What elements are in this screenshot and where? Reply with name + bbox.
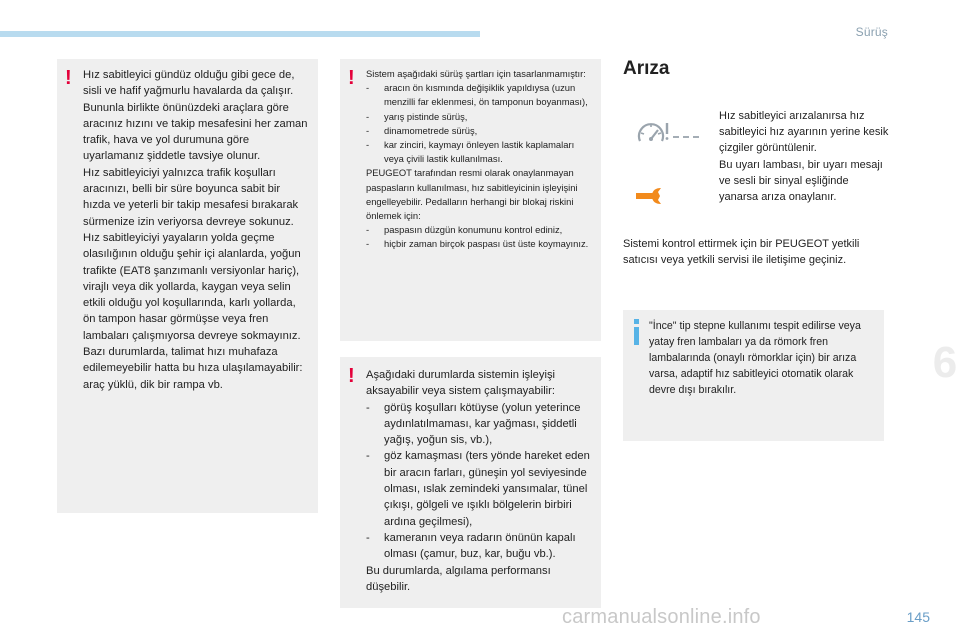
bullet-list: [366, 400, 593, 563]
warning-text: [83, 67, 310, 393]
watermark: carmanualsonline.info: [562, 606, 761, 628]
paragraph: Bu durumlarda, algılama performansı düşebilir.: [366, 564, 551, 593]
warning-text: [366, 67, 593, 252]
list-item: - göz kamaşması (ters yönde hareket eden bir aracın farları, güneşin yol seviyesinde olması, ıslak zemindeki yansımalar, tünel çıkışı, gölgeli ve ışıklı bölgelerin birbiri ardına geçilmesi),: [366, 448, 593, 529]
info-text: "İnce" tip stepne kullanımı tespit edilirse veya yatay fren lambaları ya da römork fren lambalarında (onaylı römorklar için) bir arıza varsa, adaptif hız sabitleyici otomatik olarak devre dışı bırakılır.: [649, 320, 861, 396]
list-item: - görüş koşulları kötüyse (yolun yeterince aydınlatılmaması, kar yağması, şiddetli yağış, yoğun sis, vb.),: [366, 400, 593, 449]
warning-panel-usage: [57, 59, 318, 513]
warning-exclamation-icon: !: [65, 67, 72, 89]
list-item: - dinamometrede sürüş,: [366, 124, 593, 138]
section-heading: Arıza: [623, 58, 670, 79]
bullet-list: [366, 223, 593, 251]
paragraph: Bazı durumlarda, talimat hızı muhafaza edilemeyebilir hatta bu hıza ulaşılamayabilir: araç yüklü, dik bir rampa vb.: [83, 346, 303, 391]
paragraph: Hız sabitleyiciyi yalnızca trafik koşulları aracınızı, belli bir süre boyunca sabit bir hızda ve yeterli bir takip mesafesi bırakarak sürmenize izin veriyorsa devreye sokunuz.: [83, 166, 299, 228]
paragraph: Sistem aşağıdaki sürüş şartları için tasarlanmamıştır:: [366, 68, 586, 79]
paragraph: Hız sabitleyici gündüz olduğu gibi gece de, sisli ve hafif yağmurlu havalarda da çalışır.: [83, 69, 295, 98]
contact-dealer-text: Sistemi kontrol ettirmek için bir PEUGEOT yetkili satıcısı veya yetkili servisi ile iletişime geçiniz.: [623, 238, 860, 267]
warning-exclamation-icon: !: [348, 67, 355, 89]
fault-description: Hız sabitleyici arızalanırsa hız sabitleyici hız ayarının yerine kesik çizgiler görüntülenir.: [719, 110, 889, 155]
warning-lamp-description: Bu uyarı lambası, bir uyarı mesajı ve sesli bir sinyal eşliğinde yanarsa arıza onaylanır.: [719, 159, 883, 204]
chapter-number: 6: [932, 338, 958, 387]
section-title: Sürüş: [855, 25, 888, 39]
page-number: 145: [906, 609, 930, 625]
warning-exclamation-icon: !: [348, 365, 355, 387]
cruise-control-fault-icon: [636, 119, 700, 149]
paragraph: Bununla birlikte önünüzdeki araçlara göre aracınız hızını ve takip mesafesini her zaman trafik, hava ve yol durumuna göre uyarlamanız şiddetle tavsiye olunur.: [83, 101, 308, 163]
info-panel: [623, 310, 884, 441]
warning-text: [366, 367, 593, 595]
warning-panel-malfunction: [340, 357, 601, 608]
paragraph: Aşağıdaki durumlarda sistemin işleyişi aksayabilir veya sistem çalışmayabilir:: [366, 369, 556, 398]
list-item: - kar zinciri, kaymayı önleyen lastik kaplamaları veya çivili lastik kullanılması.: [366, 138, 593, 166]
info-icon: [631, 319, 641, 345]
list-item: - yarış pistinde sürüş,: [366, 110, 593, 124]
list-item: - hiçbir zaman birçok paspası üst üste koymayınız.: [366, 237, 593, 251]
list-item: - aracın ön kısmında değişiklik yapıldıysa (uzun menzilli far eklenmesi, ön tamponun boyanması),: [366, 81, 593, 109]
paragraph: PEUGEOT tarafından resmi olarak onaylanmayan paspasların kullanılması, hız sabitleyicinin işleyişini engelleyebilir. Pedalların herhangi bir blokaj riskini önlemek için:: [366, 167, 578, 222]
paragraph: Hız sabitleyiciyi yayaların yolda geçme olasılığının olduğu şehir içi alanlarda, yoğun trafikte (EAT8 şanzımanlı versiyonlar hariç), virajlı veya dik yollarda, kaygan veya selin etkili olduğu yol koşullarında, karlı yollarda, ön tampon hasar görmüşse veya fren lambaları çalışmıyorsa devreye sokmayınız.: [83, 231, 301, 342]
warning-panel-conditions: [340, 59, 601, 341]
list-item: - paspasın düzgün konumunu kontrol ediniz,: [366, 223, 593, 237]
list-item: - kameranın veya radarın önünün kapalı olması (çamur, buz, kar, buğu vb.).: [366, 530, 593, 563]
wrench-icon: [634, 186, 666, 206]
header-accent-bar: [0, 31, 480, 37]
bullet-list: [366, 81, 593, 166]
